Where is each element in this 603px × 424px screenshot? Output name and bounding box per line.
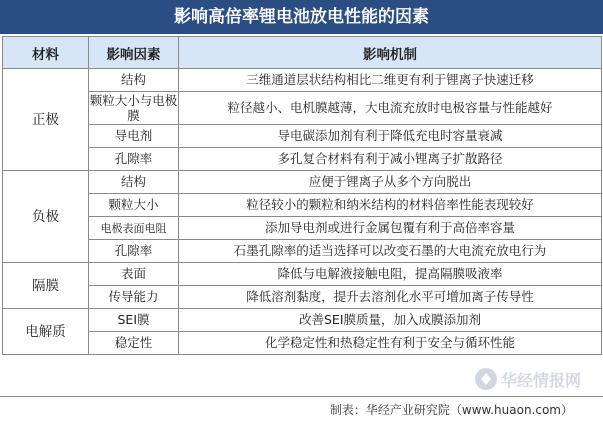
- table-row: [3, 194, 602, 217]
- watermark-text: 华经情报网: [500, 370, 581, 390]
- mechanism-cell: 导电碳添加剂有利于降低充电时容量衰减: [179, 125, 602, 148]
- header-row: [3, 37, 602, 69]
- table-row: [3, 125, 602, 148]
- mechanism-cell: 石墨孔隙率的适当选择可以改变石墨的大电流充放电行为: [179, 240, 602, 263]
- table-row: [3, 240, 602, 263]
- table-row: [3, 92, 602, 125]
- factor-cell: 稳定性: [89, 332, 179, 355]
- header-factor: 影响因素: [89, 37, 179, 69]
- factor-cell: SEI膜: [89, 309, 179, 332]
- factor-cell: 结构: [89, 171, 179, 194]
- factor-cell: 颗粒大小与电极膜: [89, 93, 178, 123]
- factors-table: [2, 36, 602, 355]
- mechanism-cell: 化学稳定性和热稳定性有利于安全与循环性能: [179, 332, 602, 355]
- mechanism-cell: 粒径较小的颗粒和纳米结构的材料倍率性能表现较好: [179, 194, 602, 217]
- table-row: [3, 217, 602, 240]
- material-cell: 负极: [3, 171, 89, 263]
- mechanism-cell: 添加导电剂或进行金属包覆有利于高倍率容量: [179, 217, 602, 240]
- mechanism-cell: 应便于锂离子从多个方向脱出: [179, 171, 602, 194]
- mechanism-cell: 改善SEI膜质量，加入成膜添加剂: [179, 309, 602, 332]
- table-title: 影响高倍率锂电池放电性能的因素: [0, 0, 603, 34]
- factor-cell: 表面: [89, 263, 179, 286]
- material-cell: 正极: [3, 69, 89, 171]
- factor-cell: 导电剂: [89, 125, 179, 148]
- material-cell: 电解质: [3, 309, 89, 355]
- table-row: [3, 263, 602, 286]
- factor-cell: 结构: [89, 69, 179, 92]
- mechanism-cell: 粒径越小、电机膜越薄，大电流充放时电极容量与性能越好: [179, 92, 602, 125]
- source-footer: 制表：华经产业研究院（www.huaon.com）: [0, 396, 603, 424]
- watermark: [475, 366, 581, 392]
- watermark-logo-icon: [475, 368, 497, 390]
- mechanism-cell: 降低与电解液接触电阻，提高隔膜吸液率: [179, 263, 602, 286]
- header-material: 材料: [3, 37, 89, 69]
- table-row: [3, 148, 602, 171]
- factor-cell: 颗粒大小: [89, 194, 179, 217]
- header-mechanism: 影响机制: [179, 37, 602, 69]
- material-cell: 隔膜: [3, 263, 89, 309]
- mechanism-cell: 三维通道层状结构相比二维更有利于锂离子快速迁移: [179, 69, 602, 92]
- table-row: [3, 286, 602, 309]
- mechanism-cell: 多孔复合材料有利于减小锂离子扩散路径: [179, 148, 602, 171]
- mechanism-cell: 降低溶剂黏度，提升去溶剂化水平可增加离子传导性: [179, 286, 602, 309]
- factor-cell: 电极表面电阻: [89, 217, 179, 240]
- factor-cell: 孔隙率: [89, 148, 179, 171]
- factor-cell: 传导能力: [89, 286, 179, 309]
- table-row: [3, 69, 602, 92]
- factor-cell: 孔隙率: [89, 240, 179, 263]
- table-row: [3, 332, 602, 355]
- table-row: [3, 309, 602, 332]
- table-row: [3, 171, 602, 194]
